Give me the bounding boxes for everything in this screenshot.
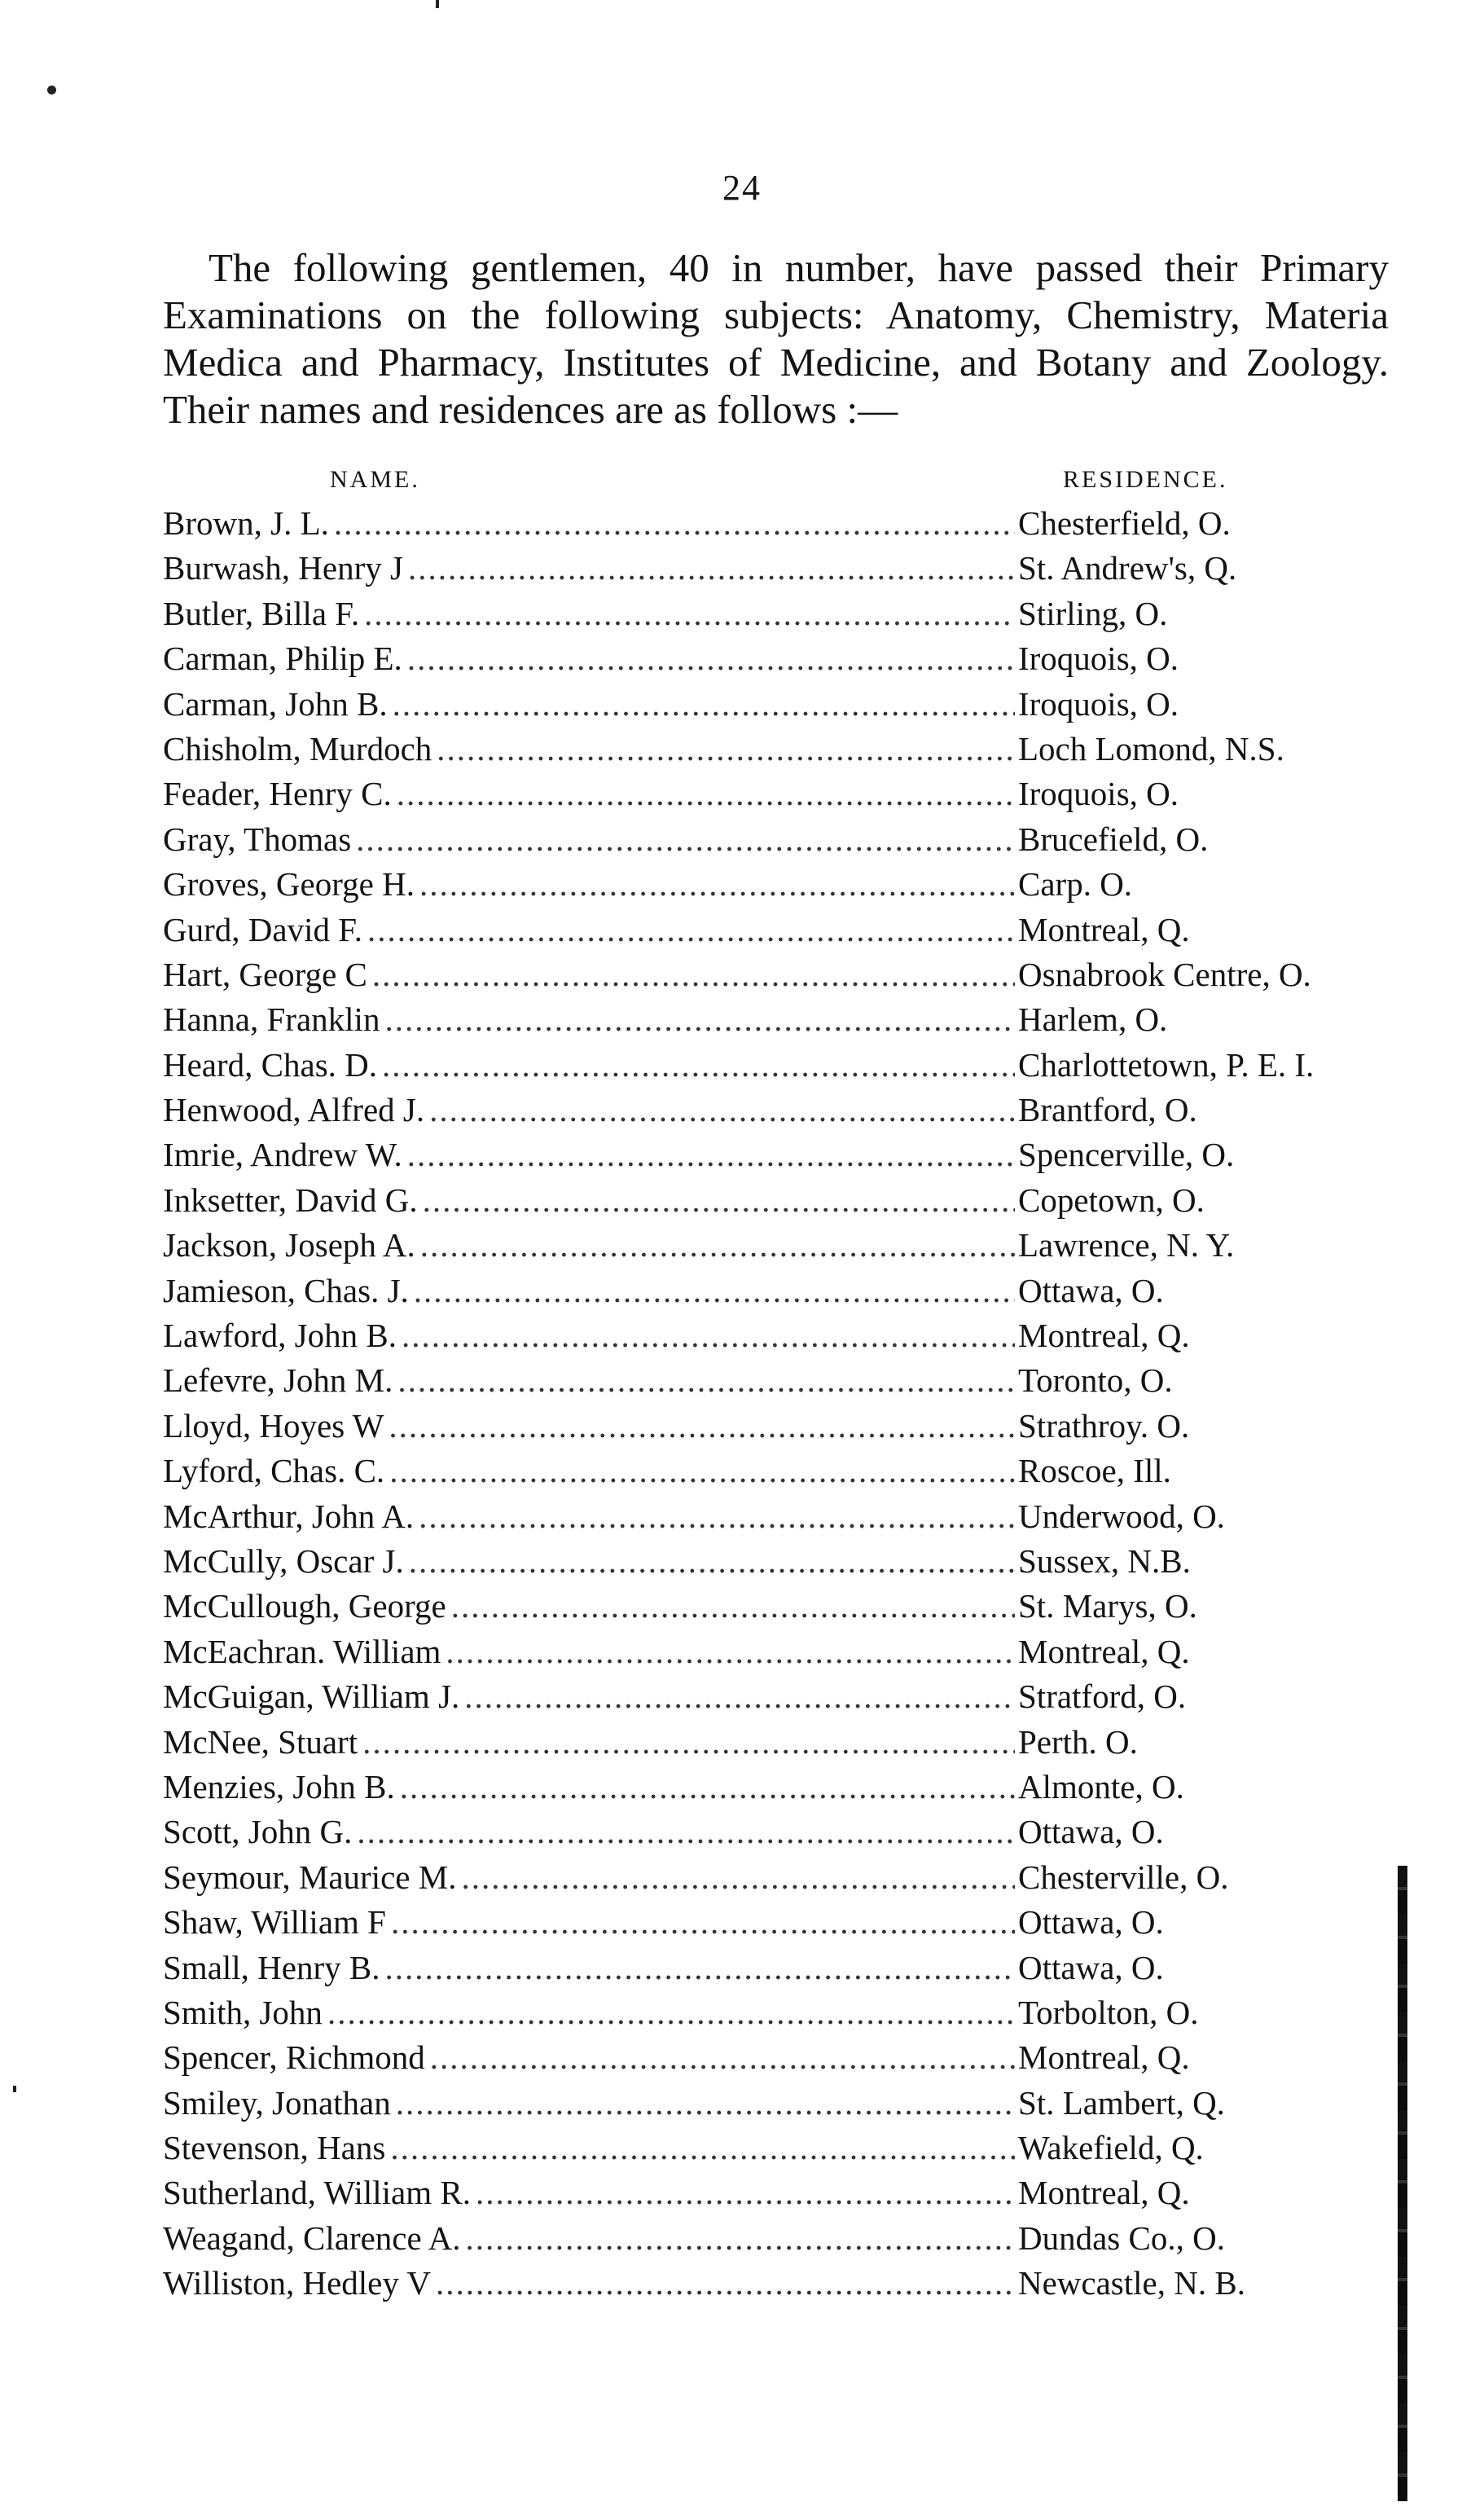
examinee-name: Gray, Thomas bbox=[163, 820, 352, 858]
dot-leader bbox=[400, 1767, 1015, 1806]
list-item bbox=[163, 1586, 1401, 1631]
dot-leader bbox=[397, 1361, 1015, 1400]
examinee-residence: Lawrence, N. Y. bbox=[1018, 1226, 1235, 1264]
list-item bbox=[163, 2038, 1401, 2082]
examinee-residence: Chesterfield, O. bbox=[1018, 504, 1231, 542]
dot-leader bbox=[389, 1406, 1015, 1445]
examinee-residence: Harlem, O. bbox=[1018, 1000, 1168, 1039]
examinee-name: Smiley, Jonathan bbox=[163, 2083, 391, 2122]
dot-leader bbox=[419, 864, 1015, 904]
examinee-residence: Montreal, Q. bbox=[1018, 1632, 1190, 1670]
dot-leader bbox=[414, 1271, 1015, 1310]
list-item bbox=[163, 1225, 1401, 1270]
list-item bbox=[163, 1948, 1401, 1993]
examinee-name: Feader, Henry C. bbox=[163, 775, 392, 813]
examinee-name: Lloyd, Hoyes W bbox=[163, 1406, 384, 1445]
dot-leader bbox=[391, 1902, 1015, 1942]
list-item bbox=[163, 1361, 1401, 1405]
list-item bbox=[163, 2173, 1401, 2218]
examinee-name: Brown, J. L. bbox=[163, 504, 329, 542]
examinee-name: Spencer, Richmond bbox=[163, 2038, 425, 2077]
dot-leader bbox=[362, 1722, 1015, 1761]
examinee-name: Butler, Billa F. bbox=[163, 594, 360, 632]
examinee-name: Heard, Chas. D. bbox=[163, 1045, 378, 1084]
dot-leader bbox=[408, 548, 1015, 587]
examinee-name: Seymour, Maurice M. bbox=[163, 1858, 457, 1896]
dot-leader bbox=[451, 1586, 1015, 1625]
list-item bbox=[163, 1497, 1401, 1541]
dot-leader bbox=[407, 1135, 1015, 1174]
examinee-residence: Ottawa, O. bbox=[1018, 1271, 1164, 1309]
list-item bbox=[163, 729, 1401, 774]
dot-leader bbox=[437, 729, 1015, 768]
examinee-residence: Charlottetown, P. E. I. bbox=[1018, 1045, 1315, 1084]
examinee-name: Small, Henry B. bbox=[163, 1948, 380, 1986]
examinee-residence: Carp. O. bbox=[1018, 865, 1133, 904]
dot-leader bbox=[430, 2038, 1015, 2077]
examinee-residence: Wakefield, Q. bbox=[1018, 2129, 1204, 2167]
examinee-residence: Brantford, O. bbox=[1018, 1091, 1197, 1129]
list-item bbox=[163, 639, 1401, 684]
examinee-residence: Dundas Co., O. bbox=[1018, 2219, 1225, 2257]
examinee-residence: Montreal, Q. bbox=[1018, 2038, 1190, 2077]
list-item bbox=[163, 1541, 1401, 1586]
list-item bbox=[163, 1677, 1401, 1722]
examinee-name: Menzies, John B. bbox=[163, 1767, 395, 1805]
dot-leader bbox=[423, 1181, 1015, 1220]
examinee-residence: Stirling, O. bbox=[1018, 594, 1168, 632]
column-header-residence: RESIDENCE. bbox=[1063, 466, 1228, 493]
dot-leader bbox=[420, 1225, 1015, 1264]
list-item bbox=[163, 1000, 1401, 1044]
scan-speck bbox=[436, 0, 439, 8]
examinee-residence: Roscoe, Ill. bbox=[1018, 1452, 1171, 1490]
dot-leader bbox=[436, 2263, 1015, 2302]
dot-leader bbox=[402, 1316, 1015, 1355]
dot-leader bbox=[382, 1045, 1015, 1084]
list-item bbox=[163, 1451, 1401, 1496]
examinee-name: Weagand, Clarence A. bbox=[163, 2219, 461, 2257]
list-item bbox=[163, 1858, 1401, 1902]
scan-speck bbox=[47, 86, 56, 95]
examinee-name: McCullough, George bbox=[163, 1587, 446, 1625]
list-item bbox=[163, 684, 1401, 729]
examinee-name: Shaw, William F bbox=[163, 1903, 386, 1942]
examinee-residence: Sussex, N.B. bbox=[1018, 1541, 1191, 1580]
dot-leader bbox=[464, 1677, 1015, 1716]
examinee-residence: Loch Lomond, N.S. bbox=[1018, 729, 1284, 767]
examinee-residence: Montreal, Q. bbox=[1018, 2174, 1190, 2212]
examinee-residence: Ottawa, O. bbox=[1018, 1903, 1164, 1942]
list-item bbox=[163, 1722, 1401, 1767]
examinee-residence: Osnabrook Centre, O. bbox=[1018, 955, 1311, 993]
dot-leader bbox=[384, 1000, 1015, 1039]
scan-speck bbox=[13, 2086, 16, 2092]
dot-leader bbox=[397, 774, 1015, 813]
list-item bbox=[163, 1993, 1401, 2038]
examinee-residence: Strathroy. O. bbox=[1018, 1406, 1190, 1445]
list-item bbox=[163, 548, 1401, 593]
list-item bbox=[163, 2263, 1401, 2308]
examinee-residence: St. Andrew's, Q. bbox=[1018, 549, 1237, 587]
examinee-residence: St. Lambert, Q. bbox=[1018, 2083, 1225, 2122]
dot-leader bbox=[407, 639, 1015, 678]
list-item bbox=[163, 1135, 1401, 1180]
dot-leader bbox=[461, 1858, 1015, 1897]
list-item bbox=[163, 1316, 1401, 1361]
examinee-name: Lyford, Chas. C. bbox=[163, 1452, 385, 1490]
examinee-residence: Ottawa, O. bbox=[1018, 1813, 1164, 1851]
column-header-name: NAME. bbox=[330, 466, 420, 493]
examinee-name: Gurd, David F. bbox=[163, 910, 362, 948]
list-item bbox=[163, 2083, 1401, 2128]
list-item bbox=[163, 1090, 1401, 1135]
examinee-name: Smith, John bbox=[163, 1993, 323, 2031]
dot-leader bbox=[334, 504, 1015, 543]
examinee-residence: Copetown, O. bbox=[1018, 1181, 1205, 1219]
examinee-name: Scott, John G. bbox=[163, 1813, 353, 1851]
dot-leader bbox=[419, 1497, 1015, 1536]
examinee-name: Williston, Hedley V bbox=[163, 2264, 431, 2302]
list-item bbox=[163, 504, 1401, 548]
examinee-name: Carman, John B. bbox=[163, 684, 388, 723]
list-item bbox=[163, 955, 1401, 1000]
list-item bbox=[163, 820, 1401, 864]
examinee-residence: Stratford, O. bbox=[1018, 1678, 1187, 1716]
examinee-name: Henwood, Alfred J. bbox=[163, 1091, 425, 1129]
examinee-name: Lawford, John B. bbox=[163, 1317, 397, 1355]
examinee-residence: Newcastle, N. B. bbox=[1018, 2264, 1245, 2302]
dot-leader bbox=[384, 1948, 1015, 1987]
list-item bbox=[163, 1812, 1401, 1857]
examinee-name: Sutherland, William R. bbox=[163, 2174, 471, 2212]
dot-leader bbox=[372, 955, 1015, 994]
examinee-name: Groves, George H. bbox=[163, 865, 415, 904]
intro-paragraph: The following gentlemen, 40 in number, have passed their Primary Examinations on the following subjects: Anatomy, Chemistry, Materia Medica and Pharmacy, Institutes of Medicine, and Botany and Zoology. Their names and residences are as follows :— bbox=[163, 245, 1389, 432]
examinee-residence: Montreal, Q. bbox=[1018, 1317, 1190, 1355]
list-item bbox=[163, 1632, 1401, 1677]
examinee-name: Inksetter, David G. bbox=[163, 1181, 418, 1219]
dot-leader bbox=[466, 2219, 1015, 2258]
dot-leader bbox=[367, 910, 1015, 949]
examinee-residence: Iroquois, O. bbox=[1018, 640, 1179, 678]
examinee-name: Hart, George C bbox=[163, 955, 367, 993]
examinee-residence: Perth. O. bbox=[1018, 1722, 1138, 1761]
examinee-residence: Ottawa, O. bbox=[1018, 1948, 1164, 1986]
dot-leader bbox=[396, 2083, 1015, 2122]
examinee-residence: Iroquois, O. bbox=[1018, 775, 1179, 813]
examinee-name: McCully, Oscar J. bbox=[163, 1541, 404, 1580]
examinee-residence: Chesterville, O. bbox=[1018, 1858, 1229, 1896]
dot-leader bbox=[389, 1451, 1015, 1490]
examinee-name: Lefevre, John M. bbox=[163, 1361, 393, 1400]
list-item bbox=[163, 1045, 1401, 1090]
examinee-residence: Almonte, O. bbox=[1018, 1767, 1184, 1805]
examinee-name: Jackson, Joseph A. bbox=[163, 1226, 415, 1264]
list-item bbox=[163, 774, 1401, 819]
dot-leader bbox=[390, 2128, 1015, 2167]
list-item bbox=[163, 594, 1401, 639]
examinee-name: McArthur, John A. bbox=[163, 1497, 415, 1535]
list-item bbox=[163, 910, 1401, 955]
examinee-residence: Torbolton, O. bbox=[1018, 1993, 1199, 2031]
dot-leader bbox=[327, 1993, 1015, 2032]
dot-leader bbox=[429, 1090, 1015, 1129]
examinee-residence: Iroquois, O. bbox=[1018, 684, 1179, 723]
examinee-name: Carman, Philip E. bbox=[163, 640, 402, 678]
dot-leader bbox=[409, 1541, 1015, 1581]
list-item bbox=[163, 2128, 1401, 2173]
scan-edge-bar bbox=[1398, 1866, 1407, 2501]
dot-leader bbox=[476, 2173, 1015, 2212]
dot-leader bbox=[364, 594, 1015, 633]
dot-leader bbox=[393, 684, 1015, 723]
examinee-residence: Brucefield, O. bbox=[1018, 820, 1209, 858]
list-item bbox=[163, 2219, 1401, 2263]
list-item bbox=[163, 1271, 1401, 1316]
examinee-name: Stevenson, Hans bbox=[163, 2129, 386, 2167]
examinee-name: Hanna, Franklin bbox=[163, 1000, 380, 1039]
dot-leader bbox=[446, 1632, 1015, 1671]
examinee-residence: Montreal, Q. bbox=[1018, 910, 1190, 948]
list-item bbox=[163, 1181, 1401, 1225]
examinee-name: Burwash, Henry J bbox=[163, 549, 403, 587]
examinee-residence: Underwood, O. bbox=[1018, 1497, 1225, 1535]
examinee-name: Jamieson, Chas. J. bbox=[163, 1271, 409, 1309]
dot-leader bbox=[357, 1812, 1015, 1851]
list-item bbox=[163, 1406, 1401, 1451]
examinee-residence: Toronto, O. bbox=[1018, 1361, 1173, 1400]
examinee-name: McGuigan, William J. bbox=[163, 1678, 460, 1716]
examinee-list bbox=[163, 504, 1401, 2309]
list-item bbox=[163, 1902, 1401, 1947]
examinee-residence: Spencerville, O. bbox=[1018, 1136, 1235, 1174]
list-item bbox=[163, 864, 1401, 909]
dot-leader bbox=[356, 820, 1015, 859]
examinee-name: Chisholm, Murdoch bbox=[163, 729, 432, 767]
list-item bbox=[163, 1767, 1401, 1812]
page-number: 24 bbox=[722, 168, 762, 208]
examinee-residence: St. Marys, O. bbox=[1018, 1587, 1197, 1625]
examinee-name: McEachran. William bbox=[163, 1632, 441, 1670]
examinee-name: Imrie, Andrew W. bbox=[163, 1136, 402, 1174]
examinee-name: McNee, Stuart bbox=[163, 1722, 358, 1761]
